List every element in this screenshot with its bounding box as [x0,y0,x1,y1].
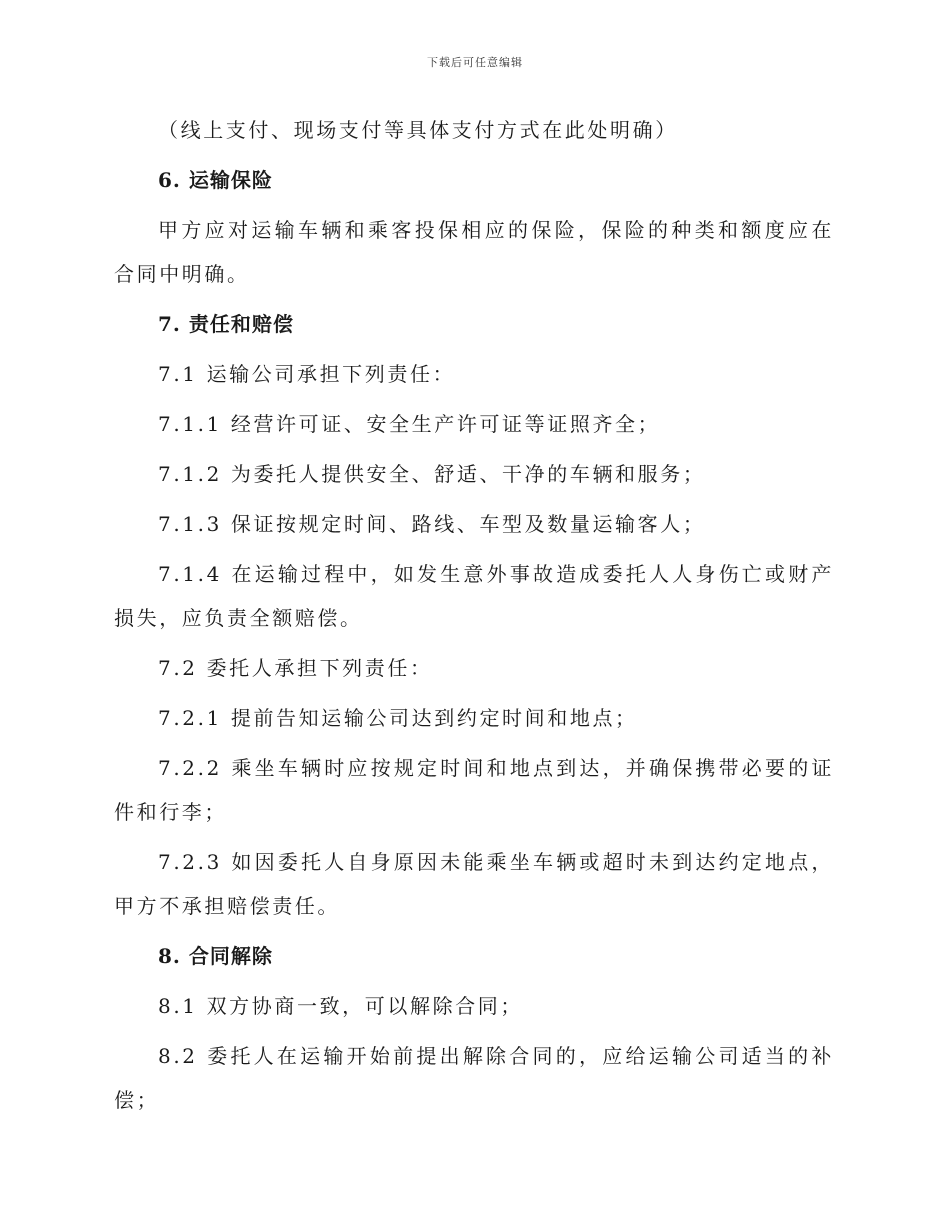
section-6-text: 甲方应对运输车辆和乘客投保相应的保险，保险的种类和额度应在合同中明确。 [114,218,834,286]
payment-method-note: （线上支付、现场支付等具体支付方式在此处明确） [158,118,678,142]
clause-7-2-2: 7.2.2 乘坐车辆时应按规定时间和地点到达，并确保携带必要的证件和行李； [114,756,834,824]
section-6-heading: 6. 运输保险 [158,168,273,192]
clause-8-1: 8.1 双方协商一致，可以解除合同； [158,994,523,1018]
clause-8-2: 8.2 委托人在运输开始前提出解除合同的，应给运输公司适当的补偿； [114,1044,834,1112]
section-8-heading: 8. 合同解除 [158,944,273,968]
clause-7-2-1: 7.2.1 提前告知运输公司达到约定时间和地点； [158,706,638,730]
page-header: 下载后可任意编辑 [427,56,523,69]
clause-7-2: 7.2 委托人承担下列责任： [158,656,433,680]
document-body [114,108,834,1128]
clause-7-1-2: 7.1.2 为委托人提供安全、舒适、干净的车辆和服务； [158,462,706,486]
clause-7-2-3: 7.2.3 如因委托人自身原因未能乘坐车辆或超时未到达约定地点，甲方不承担赔偿责任。 [114,850,834,918]
clause-7-1-3: 7.1.3 保证按规定时间、路线、车型及数量运输客人； [158,512,706,536]
section-7-heading: 7. 责任和赔偿 [158,312,294,336]
clause-7-1-1: 7.1.1 经营许可证、安全生产许可证等证照齐全； [158,412,661,436]
clause-7-1-4: 7.1.4 在运输过程中，如发生意外事故造成委托人人身伤亡或财产损失，应负责全额赔偿。 [114,562,834,630]
clause-7-1: 7.1 运输公司承担下列责任： [158,362,456,386]
